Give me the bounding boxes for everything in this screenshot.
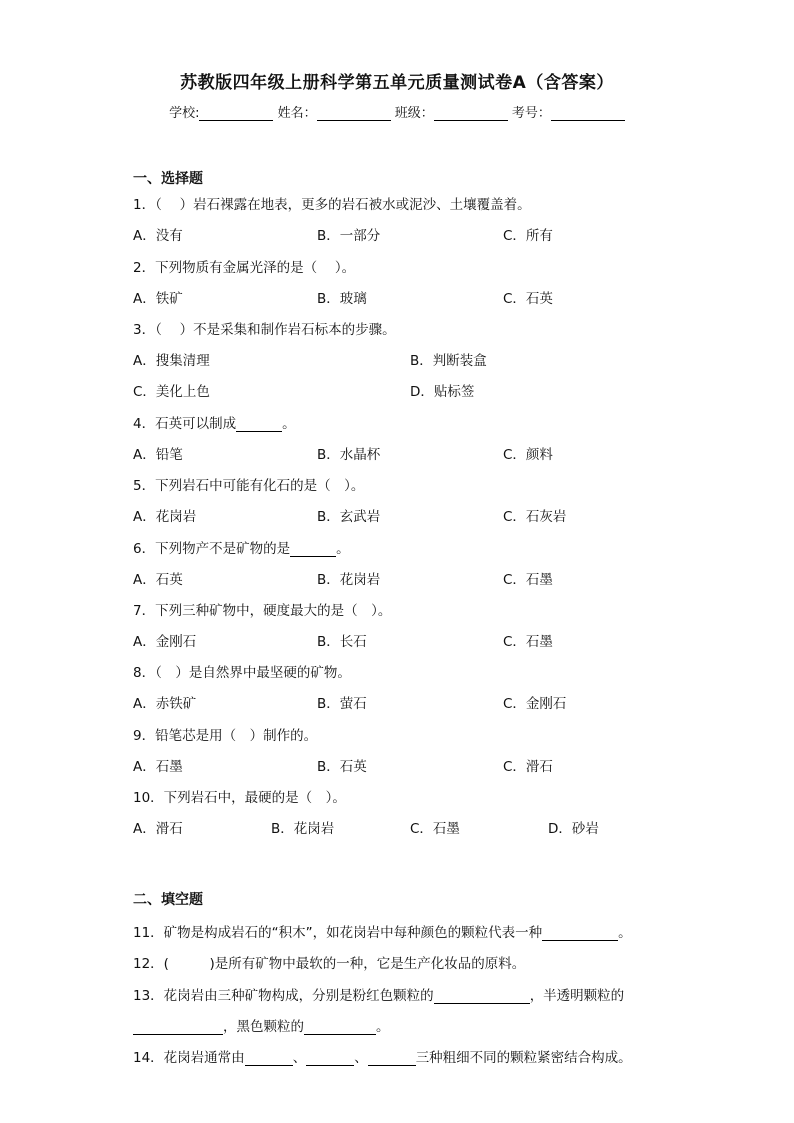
q4-stem: 4．石英可以制成: [133, 416, 237, 432]
q10-option-b: B．花岗岩: [271, 821, 335, 837]
school-blank[interactable]: [199, 106, 273, 121]
q13-blank-2[interactable]: [133, 1020, 223, 1035]
question-9: 9．铅笔芯是用（ ）制作的。: [133, 728, 318, 744]
q2-option-a: A．铁矿: [133, 291, 183, 307]
q9-option-b: B．石英: [317, 759, 367, 775]
q9-option-a: A．石墨: [133, 759, 183, 775]
q8-option-b: B．萤石: [317, 696, 367, 712]
question-13: [133, 984, 624, 1004]
question-12: [133, 952, 525, 972]
q13-stem-c: ，黑色颗粒的: [223, 1019, 304, 1035]
q6-option-b: B．花岗岩: [317, 572, 381, 588]
page-title: 苏教版四年级上册科学第五单元质量测试卷A（含答案）: [180, 73, 614, 93]
question-11: [133, 921, 632, 941]
q10-option-c: C．石墨: [410, 821, 460, 837]
q5-option-a: A．花岗岩: [133, 509, 197, 525]
q14-sep-2: 、: [354, 1050, 368, 1066]
question-1: 1．（ ）岩石裸露在地表，更多的岩石被水或泥沙、土壤覆盖着。: [133, 197, 531, 213]
q6-option-c: C．石墨: [503, 572, 553, 588]
q4-blank[interactable]: [236, 417, 282, 432]
q10-option-a: A．滑石: [133, 821, 183, 837]
q13-blank-1[interactable]: [434, 989, 530, 1004]
student-info-line: [0, 102, 794, 121]
question-14: [133, 1046, 632, 1066]
question-4: [133, 412, 296, 432]
q13-blank-3[interactable]: [304, 1020, 376, 1035]
q13-stem-a: 13．花岗岩由三种矿物构成，分别是粉红色颗粒的: [133, 988, 434, 1004]
name-label: 姓名：: [277, 106, 317, 121]
question-10: 10．下列岩石中，最硬的是（ ）。: [133, 790, 346, 806]
q2-option-c: C．石英: [503, 291, 553, 307]
question-8: 8．（ ）是自然界中最坚硬的矿物。: [133, 665, 351, 681]
class-blank[interactable]: [434, 106, 508, 121]
q11-stem-end: 。: [618, 925, 632, 941]
q8-option-c: C．金刚石: [503, 696, 567, 712]
q6-option-a: A．石英: [133, 572, 183, 588]
q2-option-b: B．玻璃: [317, 291, 367, 307]
q6-stem: 6．下列物产不是矿物的是: [133, 541, 291, 557]
q3-option-d: D．贴标签: [410, 384, 475, 400]
q11-stem: 11．矿物是构成岩石的“积木”，如花岗岩中每种颜色的颗粒代表一种: [133, 925, 543, 941]
q13-stem-b: ，半透明颗粒的: [529, 988, 625, 1004]
q5-option-c: C．石灰岩: [503, 509, 567, 525]
q7-option-a: A．金刚石: [133, 634, 197, 650]
q4-stem-end: 。: [282, 416, 296, 432]
class-label: 班级：: [394, 106, 434, 121]
question-6: [133, 537, 350, 557]
q14-sep-1: 、: [292, 1050, 307, 1066]
question-13-cont: [133, 1015, 390, 1035]
exam-no-blank[interactable]: [551, 106, 625, 121]
q1-option-c: C．所有: [503, 228, 553, 244]
question-2: 2．下列物质有金属光泽的是（ ）。: [133, 260, 356, 276]
q3-option-a: A．搜集清理: [133, 353, 210, 369]
q4-option-a: A．铅笔: [133, 447, 183, 463]
name-blank[interactable]: [317, 106, 391, 121]
question-3: 3．（ ）不是采集和制作岩石标本的步骤。: [133, 322, 396, 338]
q7-option-b: B．长石: [317, 634, 367, 650]
q1-option-b: B．一部分: [317, 228, 381, 244]
exam-no-label: 考号：: [511, 106, 551, 121]
q1-option-a: A．没有: [133, 228, 183, 244]
q14-stem-b: 三种粗细不同的颗粒紧密结合构成。: [415, 1050, 632, 1066]
q14-stem-a: 14．花岗岩通常由: [133, 1050, 245, 1066]
q8-option-a: A．赤铁矿: [133, 696, 197, 712]
school-label: 学校:: [169, 106, 200, 121]
question-7: 7．下列三种矿物中，硬度最大的是（ ）。: [133, 603, 392, 619]
q12-stem: 是所有矿物中最软的一种，它是生产化妆品的原料。: [214, 956, 526, 972]
section-fill-heading: 二、填空题: [133, 892, 203, 908]
q14-blank-1[interactable]: [245, 1051, 293, 1066]
q14-blank-2[interactable]: [306, 1051, 354, 1066]
q6-blank[interactable]: [290, 542, 336, 557]
q12-paren: 12．( ): [133, 956, 215, 972]
q7-option-c: C．石墨: [503, 634, 553, 650]
q14-blank-3[interactable]: [368, 1051, 416, 1066]
q5-option-b: B．玄武岩: [317, 509, 381, 525]
q9-option-c: C．滑石: [503, 759, 553, 775]
q4-option-c: C．颜料: [503, 447, 553, 463]
q10-option-d: D．砂岩: [548, 821, 599, 837]
section-choice-heading: 一、选择题: [133, 171, 203, 187]
q6-stem-end: 。: [336, 541, 350, 557]
q11-blank[interactable]: [542, 926, 618, 941]
q3-option-c: C．美化上色: [133, 384, 210, 400]
q4-option-b: B．水晶杯: [317, 447, 381, 463]
q3-option-b: B．判断装盒: [410, 353, 487, 369]
question-5: 5．下列岩石中可能有化石的是（ ）。: [133, 478, 365, 494]
q13-stem-d: 。: [376, 1019, 390, 1035]
